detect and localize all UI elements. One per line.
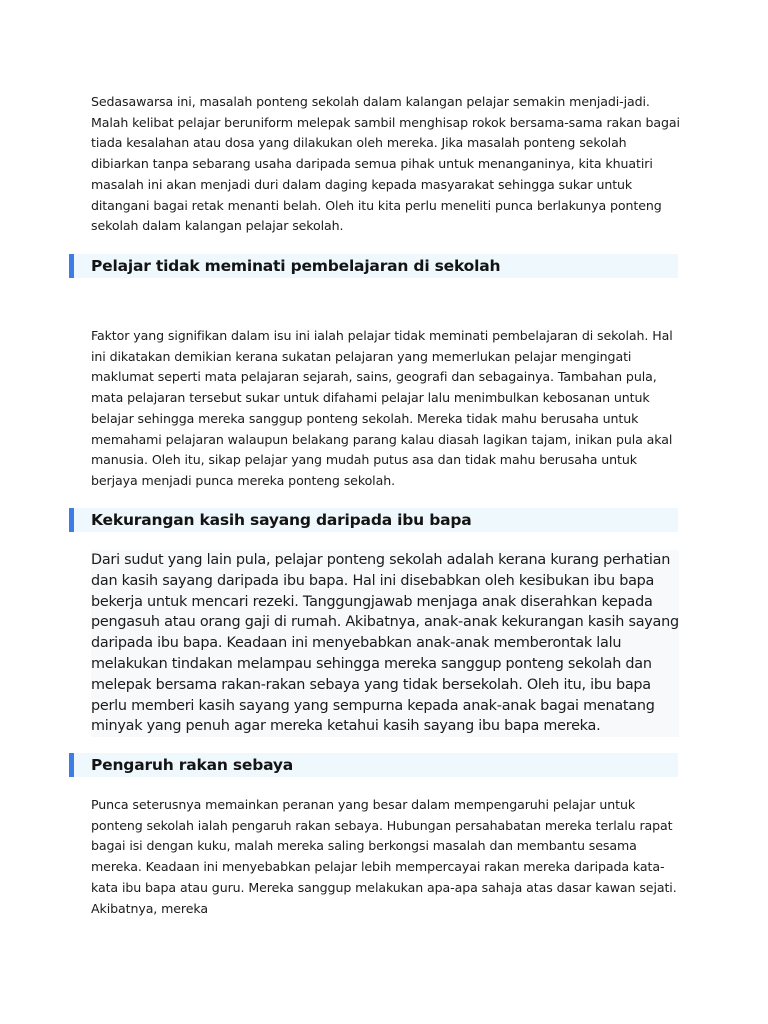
heading-accent-bar (69, 254, 74, 278)
heading-title: Pelajar tidak meminati pembelajaran di sekolah (91, 257, 501, 275)
section-heading-1 (69, 254, 678, 278)
heading-title: Kekurangan kasih sayang daripada ibu bapa (91, 511, 472, 529)
section-3-paragraph: Punca seterusnya memainkan peranan yang besar dalam mempengaruhi pelajar untuk ponteng sekolah ialah pengaruh rakan sebaya. Hubungan persahabatan mereka terlalu rapat bagai isi dengan kuku, malah mereka saling berkongsi masalah dan membantu sesama mereka. Keadaan ini menyebabkan pelajar lebih mempercayai rakan mereka daripada kata-kata ibu bapa atau guru. Mereka sanggup melakukan apa-apa sahaja atas dasar kawan sejati. Akibatnya, mereka (91, 797, 677, 916)
section-heading-3 (69, 753, 678, 777)
heading-accent-bar (69, 753, 74, 777)
section-heading-2 (69, 508, 678, 532)
section-2-paragraph: Dari sudut yang lain pula, pelajar ponteng sekolah adalah kerana kurang perhatian dan kasih sayang daripada ibu bapa. Hal ini disebabkan oleh kesibukan ibu bapa bekerja untuk mencari rezeki. Tanggungjawab menjaga anak diserahkan kepada pengasuh atau orang gaji di rumah. Akibatnya, anak-anak kekurangan kasih sayang daripada ibu bapa. Keadaan ini menyebabkan anak-anak memberontak lalu melakukan tindakan melampau sehingga mereka sanggup ponteng sekolah dan melepak bersama rakan-rakan sebaya yang tidak bersekolah. Oleh itu, ibu bapa perlu memberi kasih sayang yang sempurna kepada anak-anak bagai menatang minyak yang penuh agar mereka ketahui kasih sayang ibu bapa mereka. (91, 550, 679, 737)
heading-title: Pengaruh rakan sebaya (91, 756, 294, 774)
heading-accent-bar (69, 508, 74, 532)
section-1-paragraph: Faktor yang signifikan dalam isu ini ialah pelajar tidak meminati pembelajaran di sekolah. Hal ini dikatakan demikian kerana sukatan pelajaran yang memerlukan pelajar mengingati maklumat seperti mata pelajaran sejarah, sains, geografi dan sebagainya. Tambahan pula, mata pelajaran tersebut sukar untuk difahami pelajar lalu menimbulkan kebosanan untuk belajar sehingga mereka sanggup ponteng sekolah. Mereka tidak mahu berusaha untuk memahami pelajaran walaupun belakang parang kalau diasah lagikan tajam, inikan pula akal manusia. Oleh itu, sikap pelajar yang mudah putus asa dan tidak mahu berusaha untuk berjaya menjadi punca mereka ponteng sekolah. (91, 328, 673, 488)
intro-paragraph: Sedasawarsa ini, masalah ponteng sekolah dalam kalangan pelajar semakin menjadi-jadi. Malah kelibat pelajar beruniform melepak sambil menghisap rokok bersama-sama rakan bagai tiada kesalahan atau dosa yang dilakukan oleh mereka. Jika masalah ponteng sekolah dibiarkan tanpa sebarang usaha daripada semua pihak untuk menanganinya, kita khuatiri masalah ini akan menjadi duri dalam daging kepada masyarakat sehingga sukar untuk ditangani bagai retak menanti belah. Oleh itu kita perlu meneliti punca berlakunya ponteng sekolah dalam kalangan pelajar sekolah. (91, 94, 680, 234)
